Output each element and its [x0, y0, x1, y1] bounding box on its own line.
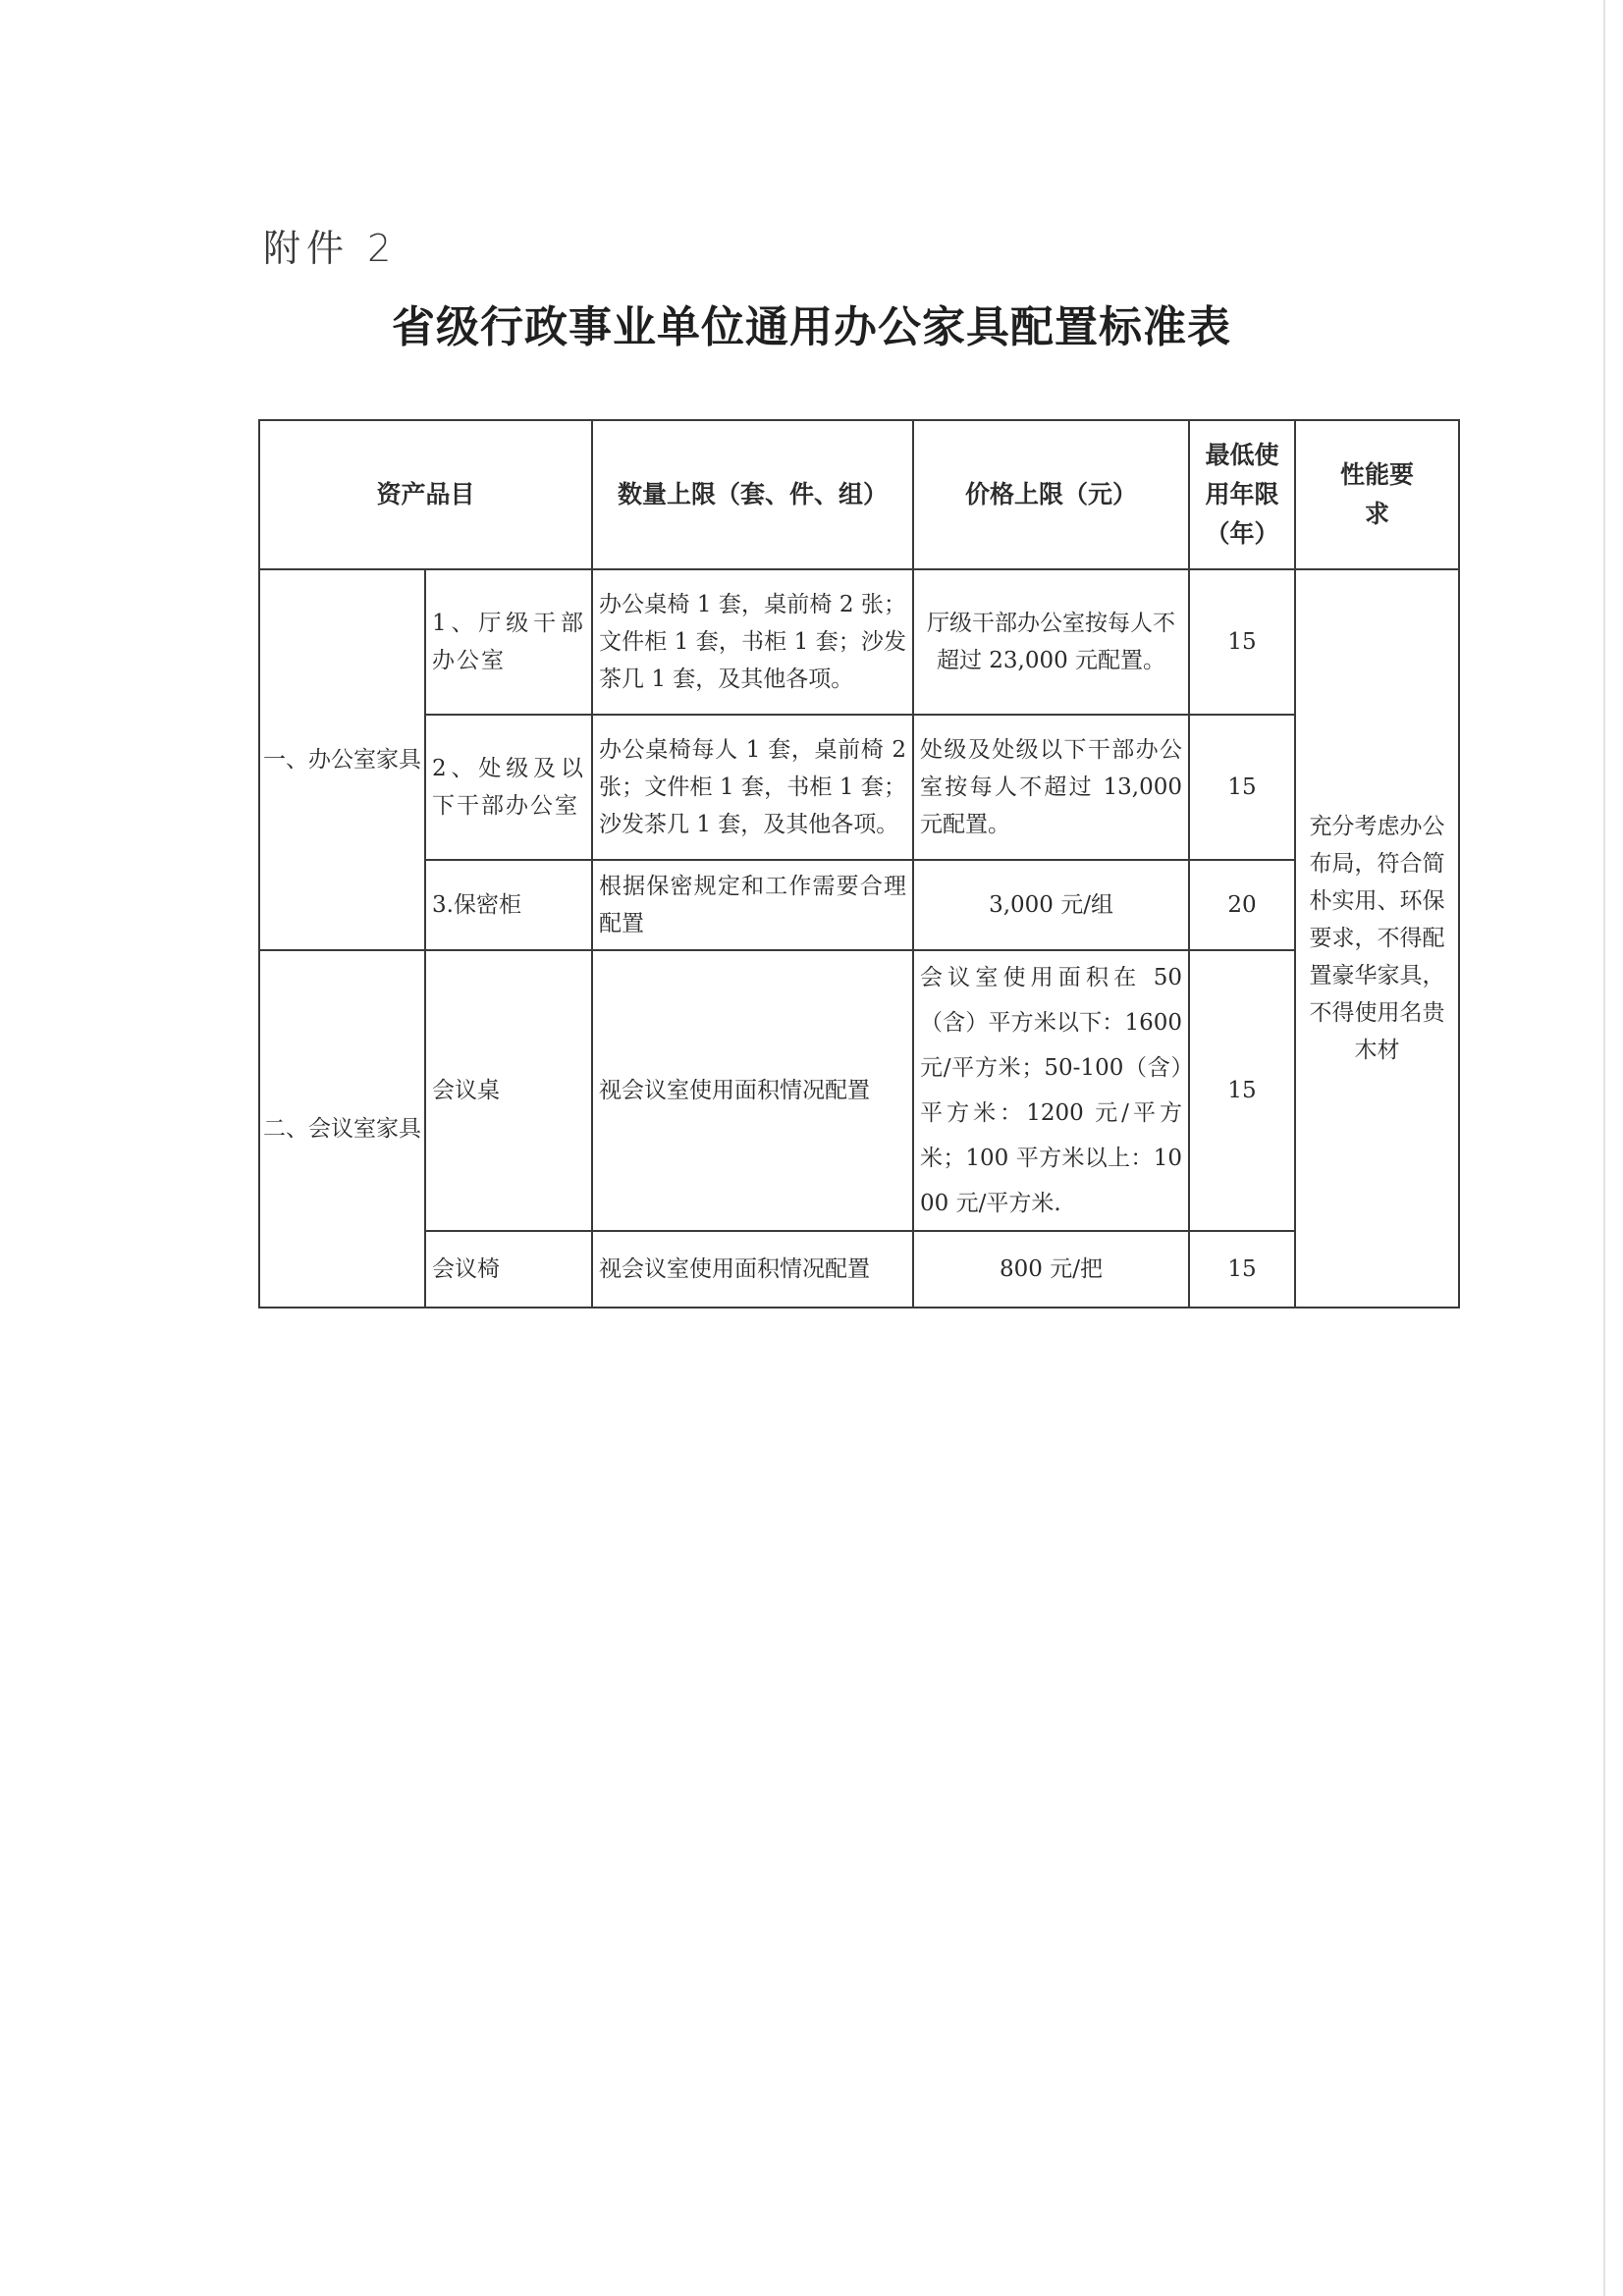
table-row: [259, 1231, 1459, 1308]
item-cell: 1、厅级干部办公室: [425, 569, 592, 715]
years-cell: 15: [1189, 715, 1295, 860]
years-cell: 20: [1189, 860, 1295, 950]
table-row: [259, 715, 1459, 860]
header-item: 资产品目: [259, 420, 592, 569]
quantity-cell: 视会议室使用面积情况配置: [592, 1231, 913, 1308]
quantity-cell: 办公桌椅每人 1 套，桌前椅 2 张；文件柜 1 套，书柜 1 套；沙发茶几 1 套，及其他各项。: [592, 715, 913, 860]
price-cell: 处级及处级以下干部办公室按每人不超过 13,000 元配置。: [913, 715, 1189, 860]
performance-cell: 充分考虑办公布局，符合简朴实用、环保要求，不得配置豪华家具，不得使用名贵木材: [1295, 569, 1459, 1308]
table-header-row: [259, 420, 1459, 569]
header-years: 最低使用年限（年）: [1189, 420, 1295, 569]
table-row: [259, 860, 1459, 950]
header-price: 价格上限（元）: [913, 420, 1189, 569]
table-row: [259, 569, 1459, 715]
quantity-cell: 办公桌椅 1 套，桌前椅 2 张；文件柜 1 套，书柜 1 套；沙发茶几 1 套，及其他各项。: [592, 569, 913, 715]
document-title: 省级行政事业单位通用办公家具配置标准表: [392, 302, 1231, 352]
item-cell: 会议椅: [425, 1231, 592, 1308]
quantity-cell: 根据保密规定和工作需要合理配置: [592, 860, 913, 950]
years-cell: 15: [1189, 569, 1295, 715]
category-cell: 二、会议室家具: [259, 950, 425, 1308]
furniture-standard-table: [258, 419, 1460, 1308]
price-cell: 会议室使用面积在 50（含）平方米以下：1600 元/平方米；50-100（含）平方米：1200 元/平方米；100 平方米以上：1000 元/平方米.: [913, 950, 1189, 1231]
table-row: [259, 950, 1459, 1231]
item-cell: 3.保密柜: [425, 860, 592, 950]
price-cell: 3,000 元/组: [913, 860, 1189, 950]
header-quantity: 数量上限（套、件、组）: [592, 420, 913, 569]
years-cell: 15: [1189, 950, 1295, 1231]
price-cell: 800 元/把: [913, 1231, 1189, 1308]
years-cell: 15: [1189, 1231, 1295, 1308]
price-cell: 厅级干部办公室按每人不超过 23,000 元配置。: [913, 569, 1189, 715]
item-cell: 2、处级及以下干部办公室: [425, 715, 592, 860]
item-cell: 会议桌: [425, 950, 592, 1231]
category-cell: 一、办公室家具: [259, 569, 425, 950]
header-performance: 性能要求: [1295, 420, 1459, 569]
quantity-cell: 视会议室使用面积情况配置: [592, 950, 913, 1231]
attachment-label: 附件 2: [263, 227, 398, 270]
